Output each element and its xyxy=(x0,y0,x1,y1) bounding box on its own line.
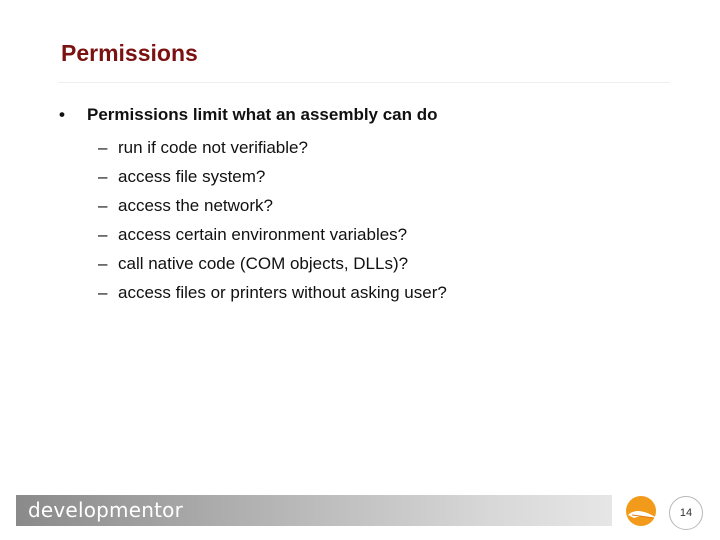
footer-bar xyxy=(16,495,612,526)
bullet-text: Permissions limit what an assembly can do xyxy=(87,105,438,124)
sub-bullet-item xyxy=(98,162,447,191)
dash-marker: – xyxy=(98,196,108,215)
sub-bullet-text: access the network? xyxy=(118,196,273,215)
sub-bullet-text: access files or printers without asking user? xyxy=(118,283,447,302)
dash-marker: – xyxy=(98,225,108,244)
sub-bullet-text: call native code (COM objects, DLLs)? xyxy=(118,254,409,273)
sub-bullet-list xyxy=(98,133,447,307)
sub-bullet-item xyxy=(98,249,447,278)
dash-marker: – xyxy=(98,167,108,186)
dash-marker: – xyxy=(98,138,108,157)
slide-title: Permissions xyxy=(61,40,198,66)
dash-marker: – xyxy=(98,254,108,273)
dash-marker: – xyxy=(98,283,108,302)
sub-bullet-item xyxy=(98,191,447,220)
quill-pen-logo-icon xyxy=(624,494,662,528)
page-number-badge: 14 xyxy=(669,496,703,530)
sub-bullet-text: access certain environment variables? xyxy=(118,225,408,244)
bullet-marker: • xyxy=(59,105,65,124)
sub-bullet-text: access file system? xyxy=(118,167,266,186)
sub-bullet-item xyxy=(98,133,447,162)
bullet-item xyxy=(59,105,438,125)
sub-bullet-item xyxy=(98,220,447,249)
title-divider xyxy=(58,82,670,83)
sub-bullet-text: run if code not verifiable? xyxy=(118,138,308,157)
sub-bullet-item xyxy=(98,278,447,307)
brand-wordmark: developmentor xyxy=(28,498,183,522)
